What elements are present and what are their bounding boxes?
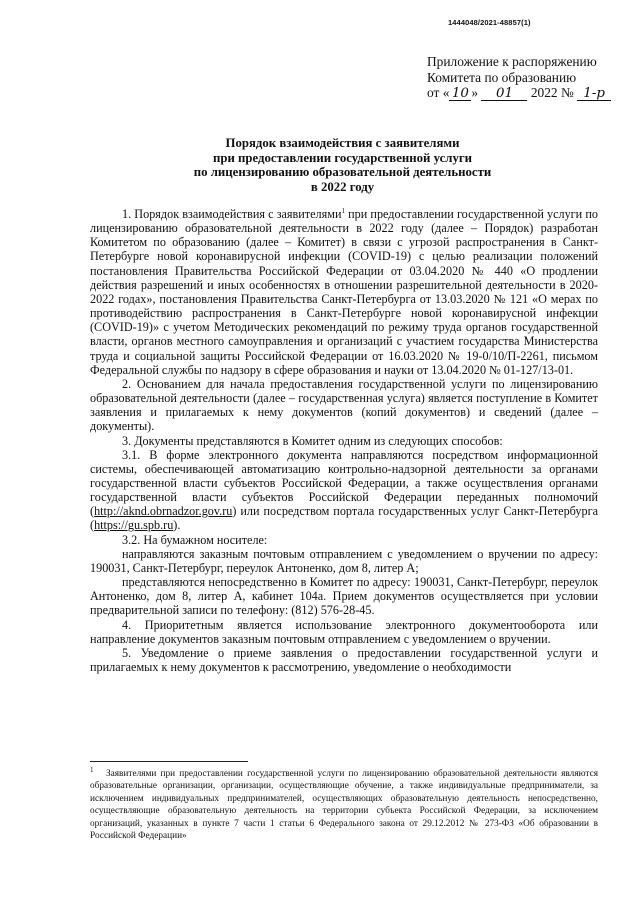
paragraph-3-1 [90,448,598,533]
handwritten-number: 1-р [577,87,611,101]
paragraph-5: 5. Уведомление о приеме заявления о предоставлении государственной услуги и прилагаемых к нему документов к рассмотрению, уведомление о необходимости [90,645,598,674]
document-body [90,207,598,674]
document-number: 1444048/2021-48857(1) [448,18,531,27]
handwritten-month: 01 [481,87,527,101]
footnote-mark: 1 [90,765,94,774]
appendix-line-1: Приложение к распоряжению [427,54,597,69]
title-line-4: в 2022 году [310,179,375,194]
footnote-ref: 1 [341,206,345,215]
title-line-2: при предоставлении государственной услуги [212,150,473,165]
handwritten-day: 10 [449,87,471,101]
document-title [90,136,595,194]
appendix-date-line [427,85,627,101]
aknd-link[interactable]: http://aknd.obrnadzor.gov.ru [94,504,233,519]
paragraph-4: 4. Приоритетным является использование электронного документооборота или направление документов заказным почтовым отправлением с уведомлением о вручении. [90,617,598,646]
paragraph-1-rest: при предоставлении государственной услуги по лицензированию образовательной деятельности в 2022 году (далее – Порядок) разработан Комитетом по образованию (далее – Комитет) в связи с угрозой распространения в Санкт-Петербурге новой коронавирусной инфекции (COVID-19) с целью реализации положений постановления Правительства Российской Федерации от 03.04.2020 № 440 «О продлении действия разрешений и иных особенностях в отношении разрешительной деятельности в 2020-2022 годах», постановления Правительства Санкт-Петербурга от 13.03.2020 № 121 «О мерах по противодействию распространения в Санкт-Петербурге новой коронавирусной инфекции (COVID-19)» с учетом Методических рекомендаций по режиму труда органов государственной власти, органов местного самоуправления и организаций с участием государства Министерства труда и социальной защиты Российской Федерации от 16.03.2020 № 19-0/10/П-2261, письмом Федеральной службы по надзору в сфере образования и науки от 13.04.2020 № 01-127/13-01. [90,207,598,377]
paragraph-1-start: 1. Порядок взаимодействия с заявителями [122,207,342,221]
paragraph-3: 3. Документы представляются в Комитет одним из следующих способов: [122,433,503,448]
paragraph-2: 2. Основанием для начала предоставления государственной услуги по лицензированию образовательной деятельности (далее – государственная услуга) является поступление в Комитет заявления и прилагаемых к нему документов (копий документов) и сведений (далее – документы). [90,376,598,434]
paragraph-3-2: 3.2. На бумажном носителе: [122,532,268,547]
paragraph-1 [90,207,598,377]
footnote-text: Заявителями при предоставлении государственной услуги по лицензированию образовательной деятельности являются образовательные организации, организации, осуществляющие обучение, а также индивидуальные предприниматели, за исключением индивидуальных предпринимателей, осуществляющих образовательную деятельность непосредственно, осуществляющие образовательную деятельность на территории субъекта Российской Федерации, за исключением организаций, указанных в пункте 7 части 1 статьи 6 Федерального закона от 29.12.2012 № 273-ФЗ «Об образовании в Российской Федерации» [90,769,598,842]
paragraph-3-1-mid: ) или посредством портала государственных услуг Санкт-Петербурга ( [90,504,598,533]
title-line-3: по лицензированию образовательной деятельности [193,165,492,180]
appendix-header [427,54,627,101]
paragraph-3-1-start: 3.1. В форме электронного документа направляются посредством информационной системы, обеспечивающей автоматизацию контрольно-надзорной деятельности за органами государственной власти субъектов Российской Федерации, а также осуществления органами государственной власти субъектов Российской Федерации переданных полномочий ( [90,447,598,519]
gu-spb-link[interactable]: https://gu.spb.ru [94,518,174,533]
appendix-line-2: Комитета по образованию [427,69,577,85]
paragraph-3-2-mail: направляются заказным почтовым отправлением с уведомлением о вручении по адресу: 190031, Санкт-Петербург, переулок Антоненко, дом 8, литер А; [90,546,598,575]
paragraph-3-1-end: ). [173,518,181,533]
footnote [90,765,598,842]
date-year: 2022 № [530,85,574,100]
date-mid: » [471,85,479,100]
title-line-1: Порядок взаимодействия с заявителями [225,136,460,150]
paragraph-3-2-inperson: представляются непосредственно в Комитет по адресу: 190031, Санкт-Петербург, переулок Антоненко, дом 8, литер А, кабинет 104а. Прием документов осуществляется при условии предварительной записи по телефону: (812) 576-28-45. [90,575,598,618]
date-prefix: от « [427,85,450,100]
footnote-divider [90,761,248,762]
footnote-text-block [90,765,598,842]
